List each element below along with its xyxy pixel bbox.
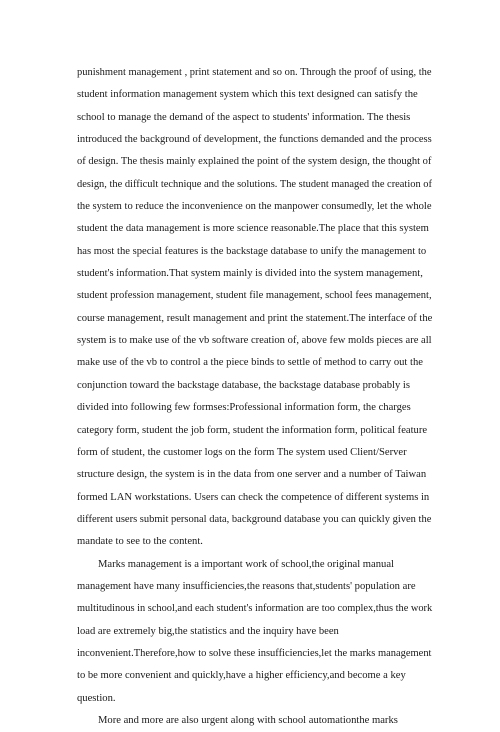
text-line: category form, student the job form, student the information form, political feature [77, 424, 428, 436]
text-line: punishment management , print statement and so on. Through the proof of using, the [77, 67, 432, 78]
text-line: of design. The thesis mainly explained the point of the system design, the thought of [77, 156, 432, 168]
text-line: course management, result management and print the statement.The interface of the [77, 312, 433, 324]
text-line: divided into following few formses:Professional information form, the charges [77, 402, 411, 414]
text-line: design, the difficult technique and the solutions. The student managed the creation of [77, 178, 432, 190]
text-line: student information management system which this text designed can satisfy the [77, 89, 418, 101]
text-line: load are extremely big,the statistics and the inquiry have been [77, 625, 339, 637]
text-line: More and more are also urgent along with school automationthe marks [98, 714, 398, 726]
text-line: formed LAN workstations. Users can check the competence of different systems in [77, 491, 430, 503]
text-line: introduced the background of development, the functions demanded and the process [77, 134, 432, 146]
text-line: has most the special features is the backstage database to unify the management to [77, 245, 427, 257]
text-line: student the data management is more science reasonable.The place that this system [77, 223, 429, 235]
text-line: mandate to see to the content. [77, 536, 203, 548]
text-line: conjunction toward the backstage database, the backstage database probably is [77, 379, 410, 391]
text-line: structure design, the system is in the data from one server and a number of Taiwan [77, 469, 427, 481]
text-line: student's information.That system mainly is divided into the system management, [77, 268, 423, 280]
text-line: to be more convenient and quickly,have a higher efficiency,and become a key [77, 670, 406, 682]
text-line: Marks management is a important work of school,the original manual [98, 558, 394, 570]
text-line: form of student, the customer logs on the form The system used Client/Server [77, 446, 407, 458]
text-line: inconvenient.Therefore,how to solve these insufficiencies,let the marks management [77, 647, 432, 659]
text-line: student profession management, student file management, school fees management, [77, 290, 432, 302]
body-text [77, 62, 432, 732]
text-line: the system to reduce the inconvenience on the manpower consumedly, let the whole [77, 201, 432, 213]
text-line: question. [77, 692, 116, 704]
text-line: make use of the vb to control a the piece binds to settle of method to carry out the [77, 357, 423, 369]
text-line: different users submit personal data, background database you can quickly given the [77, 513, 432, 525]
text-line: school to manage the demand of the aspect to students' information. The thesis [77, 111, 411, 123]
text-line: system is to make use of the vb software creation of, above few molds pieces are all [77, 335, 432, 347]
text-line: multitudinous in school,and each student's information are too complex,thus the work [77, 603, 433, 615]
text-line: management have many insufficiencies,the reasons that,students' population are [77, 580, 416, 592]
